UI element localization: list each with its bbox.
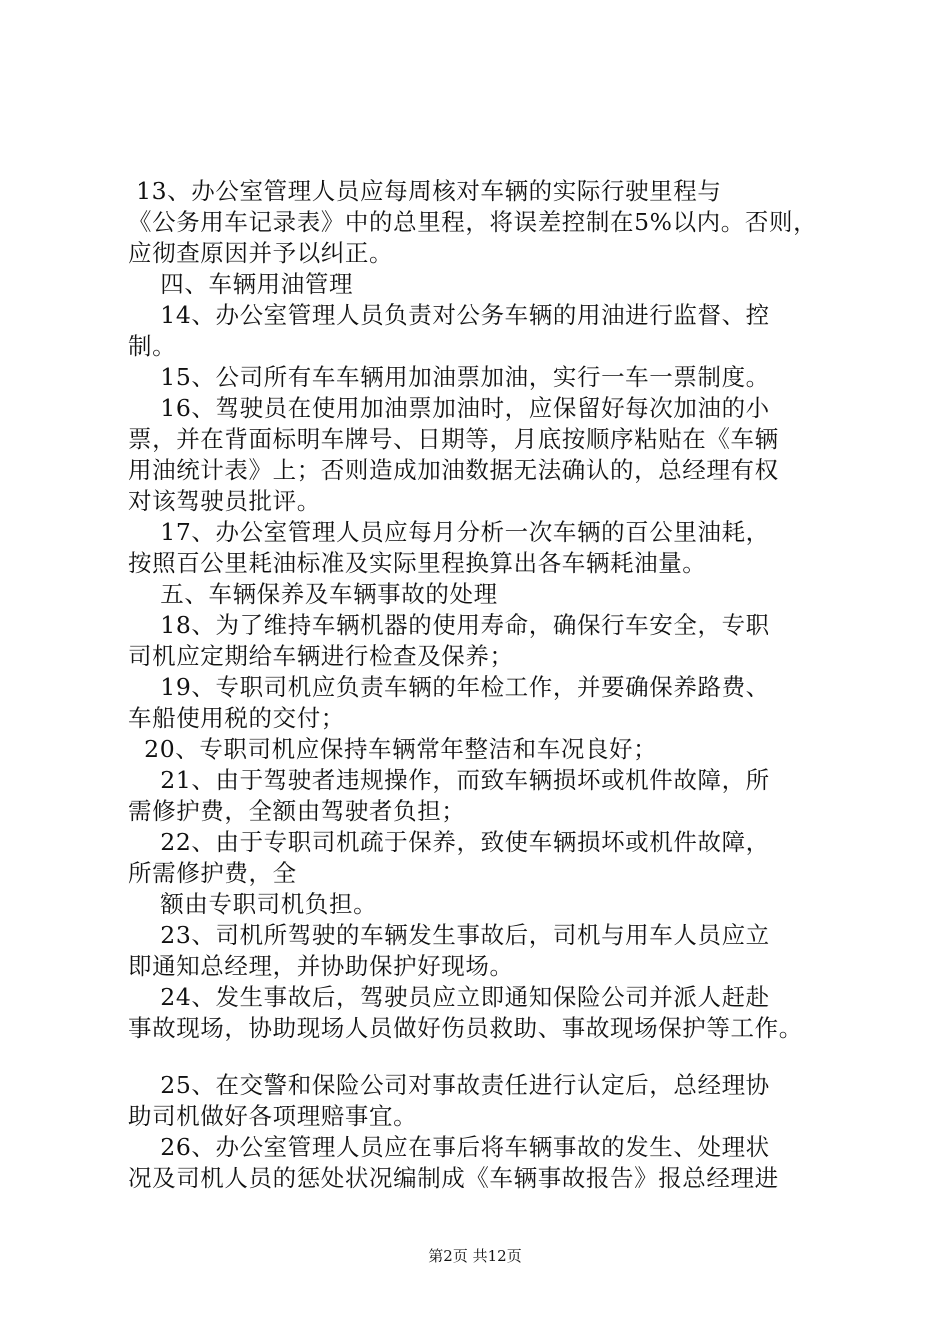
text-line: 17、办公室管理人员应每月分析一次车辆的百公里油耗， (128, 518, 770, 546)
section-heading: 四、车辆用油管理 (128, 270, 354, 298)
text-line: 额由专职司机负担。 (128, 890, 378, 918)
text-line: 即通知总经理，并协助保护好现场。 (128, 952, 514, 980)
page-number-footer: 第2页 共12页 (428, 1247, 522, 1265)
text-line: 21、由于驾驶者违规操作，而致车辆损坏或机件故障，所 (128, 766, 770, 794)
text-line: 23、司机所驾驶的车辆发生事故后，司机与用车人员应立 (128, 921, 770, 949)
section-heading: 五、车辆保养及车辆事故的处理 (128, 580, 498, 608)
text-line: 按照百公里耗油标准及实际里程换算出各车辆耗油量。 (128, 549, 707, 577)
text-line: 应彻查原因并予以纠正。 (128, 239, 394, 267)
text-line: 用油统计表》上；否则造成加油数据无法确认的，总经理有权 (128, 456, 779, 484)
text-line: 需修护费，全额由驾驶者负担； (128, 797, 466, 825)
text-line: 所需修护费，全 (128, 859, 297, 887)
text-line: 司机应定期给车辆进行检查及保养； (128, 642, 514, 670)
text-line: 14、办公室管理人员负责对公务车辆的用油进行监督、控 (128, 301, 770, 329)
text-line: 15、公司所有车车辆用加油票加油，实行一车一票制度。 (128, 363, 770, 391)
text-line: 24、发生事故后，驾驶员应立即通知保险公司并派人赶赴 (128, 983, 770, 1011)
text-line: 车船使用税的交付； (128, 704, 345, 732)
text-line: 制。 (128, 332, 177, 360)
text-line: 助司机做好各项理赔事宜。 (128, 1102, 418, 1130)
document-body (128, 176, 838, 1194)
blank-line (128, 1044, 838, 1070)
text-line: 《公务用车记录表》中的总里程，将误差控制在5%以内。否则， (128, 208, 818, 236)
text-line: 况及司机人员的惩处状况编制成《车辆事故报告》报总经理进 (128, 1164, 779, 1192)
text-line: 25、在交警和保险公司对事故责任进行认定后，总经理协 (128, 1071, 770, 1099)
text-line: 票，并在背面标明车牌号、日期等，月底按顺序粘贴在《车辆 (128, 425, 779, 453)
text-line: 20、专职司机应保持车辆常年整洁和车况良好； (128, 735, 658, 763)
text-line: 18、为了维持车辆机器的使用寿命，确保行车安全，专职 (128, 611, 770, 639)
text-line: 16、驾驶员在使用加油票加油时，应保留好每次加油的小 (128, 394, 770, 422)
text-line: 22、由于专职司机疏于保养，致使车辆损坏或机件故障， (128, 828, 770, 856)
text-line: 13、办公室管理人员应每周核对车辆的实际行驶里程与 (128, 177, 722, 205)
text-line: 事故现场，协助现场人员做好伤员救助、事故现场保护等工作。 (128, 1014, 803, 1042)
text-line: 26、办公室管理人员应在事后将车辆事故的发生、处理状 (128, 1133, 770, 1161)
text-line: 19、专职司机应负责车辆的年检工作，并要确保养路费、 (128, 673, 770, 701)
text-line: 对该驾驶员批评。 (128, 487, 321, 515)
